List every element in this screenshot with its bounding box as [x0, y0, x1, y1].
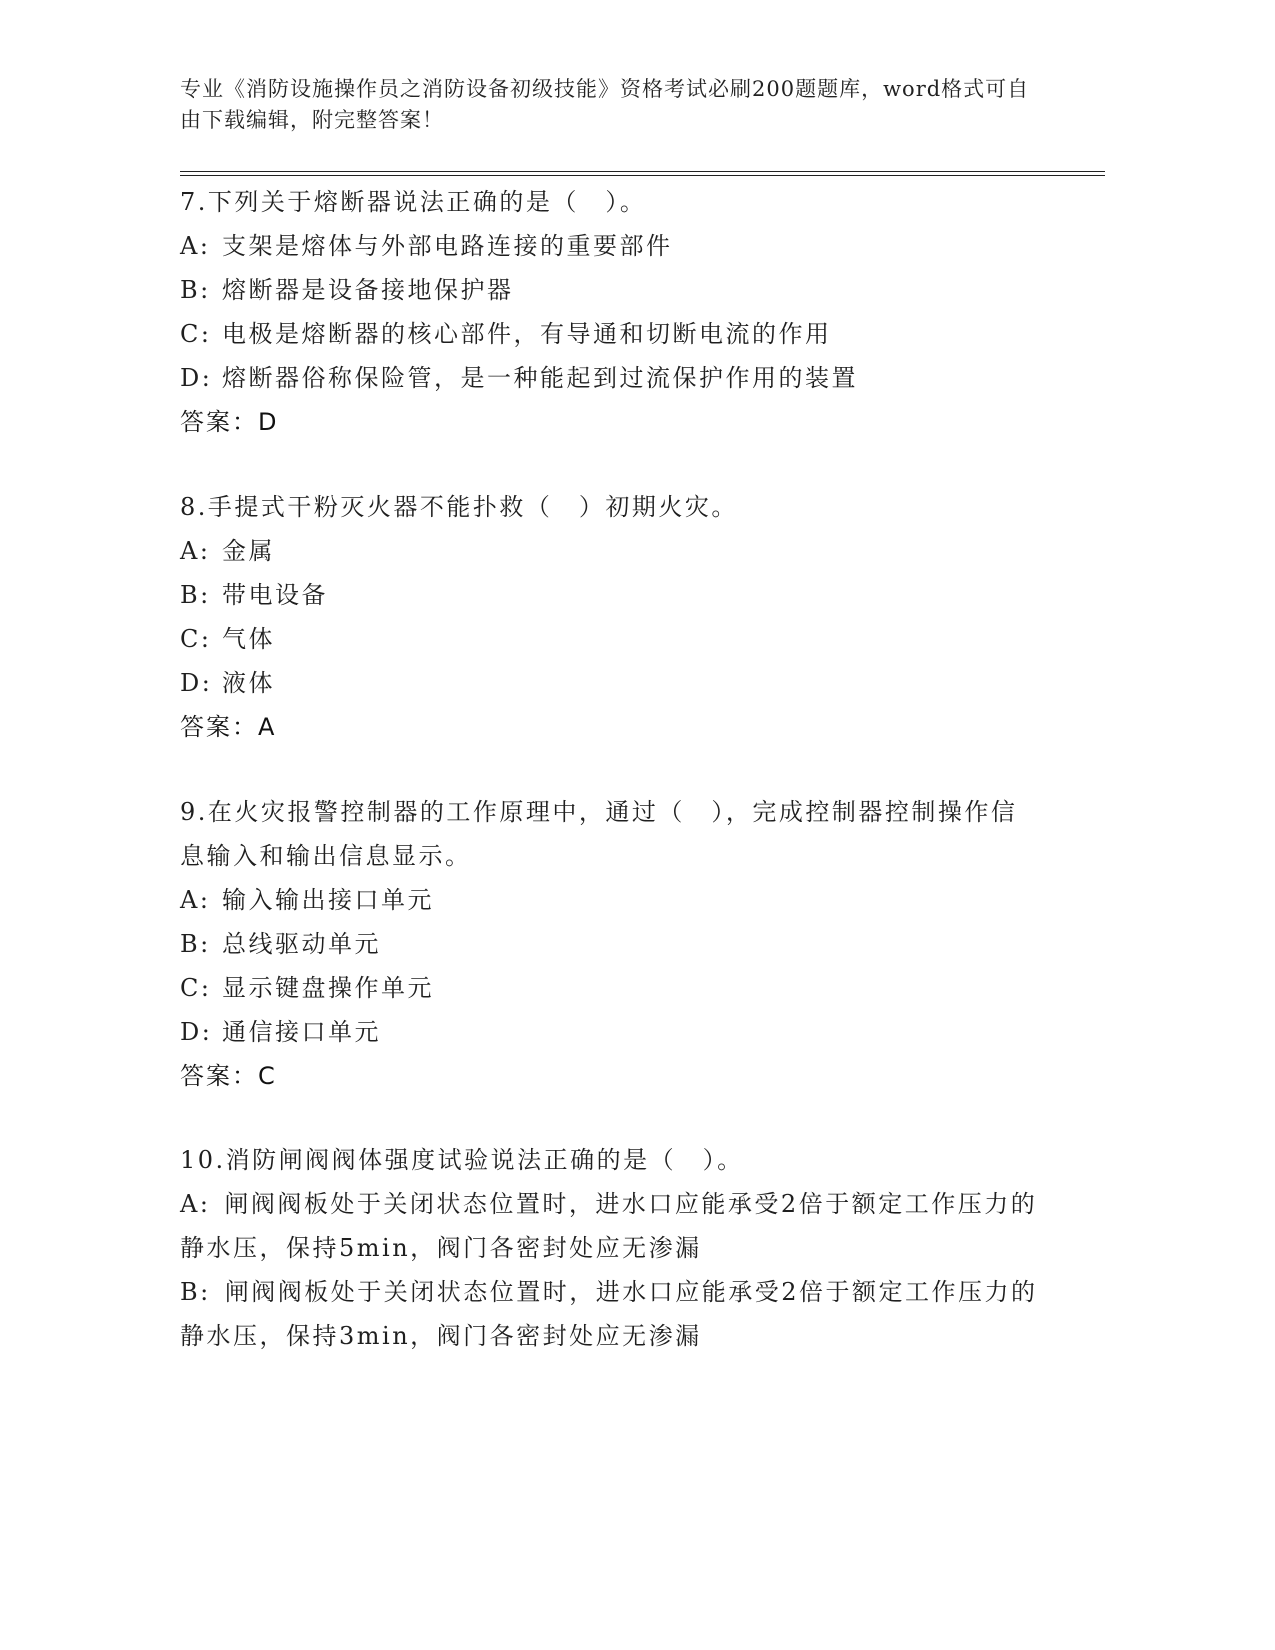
option-text: 支架是熔体与外部电路连接的重要部件	[222, 232, 673, 260]
option-text: 熔断器俗称保险管，是一种能起到过流保护作用的装置	[222, 364, 858, 392]
question-stem: 9.在火灾报警控制器的工作原理中，通过（ ），完成控制器控制操作信息输入和输出信息显示。	[180, 798, 1018, 870]
option-letter: B:	[180, 930, 211, 958]
option-letter: A:	[180, 1190, 211, 1218]
option-c	[180, 966, 1040, 1010]
option-letter: A:	[180, 232, 211, 260]
option-letter: B:	[180, 581, 211, 609]
option-text: 显示键盘操作单元	[222, 974, 434, 1002]
option-d	[180, 1010, 1040, 1054]
option-b	[180, 268, 1040, 312]
option-letter: C:	[180, 320, 212, 348]
header-divider-top	[180, 171, 1105, 172]
document-header: 专业《消防设施操作员之消防设备初级技能》资格考试必刷200题题库，word格式可自由下载编辑，附完整答案！	[180, 77, 1030, 132]
question-10	[180, 1138, 1040, 1358]
option-text: 闸阀阀板处于关闭状态位置时，进水口应能承受2倍于额定工作压力的静水压，保持3min，阀门各密封处应无渗漏	[180, 1278, 1038, 1350]
question-9	[180, 790, 1040, 1098]
option-text: 气体	[222, 625, 275, 653]
question-7	[180, 180, 1040, 444]
option-letter: D:	[180, 364, 213, 392]
question-stem: 8.手提式干粉灭火器不能扑救（ ）初期火灾。	[180, 493, 738, 521]
option-letter: C:	[180, 974, 212, 1002]
option-letter: B:	[180, 1278, 211, 1306]
answer-label: 答案：D	[180, 408, 279, 436]
option-text: 带电设备	[222, 581, 328, 609]
option-letter: C:	[180, 625, 212, 653]
option-d	[180, 661, 1040, 705]
option-a	[180, 1182, 1040, 1270]
option-letter: A:	[180, 886, 211, 914]
option-letter: D:	[180, 1018, 213, 1046]
answer-label: 答案：A	[180, 713, 277, 741]
option-letter: A:	[180, 537, 211, 565]
option-text: 输入输出接口单元	[222, 886, 434, 914]
option-b	[180, 922, 1040, 966]
option-text: 闸阀阀板处于关闭状态位置时，进水口应能承受2倍于额定工作压力的静水压，保持5min，阀门各密封处应无渗漏	[180, 1190, 1038, 1262]
answer-label: 答案：C	[180, 1062, 277, 1090]
option-letter: B:	[180, 276, 211, 304]
option-text: 金属	[222, 537, 275, 565]
option-text: 液体	[222, 669, 275, 697]
question-8	[180, 485, 1040, 749]
question-stem: 10.消防闸阀阀体强度试验说法正确的是（ ）。	[180, 1146, 744, 1174]
question-stem: 7.下列关于熔断器说法正确的是（ ）。	[180, 188, 647, 216]
option-text: 通信接口单元	[222, 1018, 381, 1046]
header-divider-bottom	[180, 175, 1105, 176]
option-c	[180, 312, 1040, 356]
option-text: 总线驱动单元	[222, 930, 381, 958]
option-c	[180, 617, 1040, 661]
option-letter: D:	[180, 669, 213, 697]
option-a	[180, 878, 1040, 922]
option-a	[180, 529, 1040, 573]
option-text: 电极是熔断器的核心部件，有导通和切断电流的作用	[222, 320, 832, 348]
option-text: 熔断器是设备接地保护器	[222, 276, 514, 304]
option-d	[180, 356, 1040, 400]
option-b	[180, 573, 1040, 617]
option-b	[180, 1270, 1040, 1358]
option-a	[180, 224, 1040, 268]
